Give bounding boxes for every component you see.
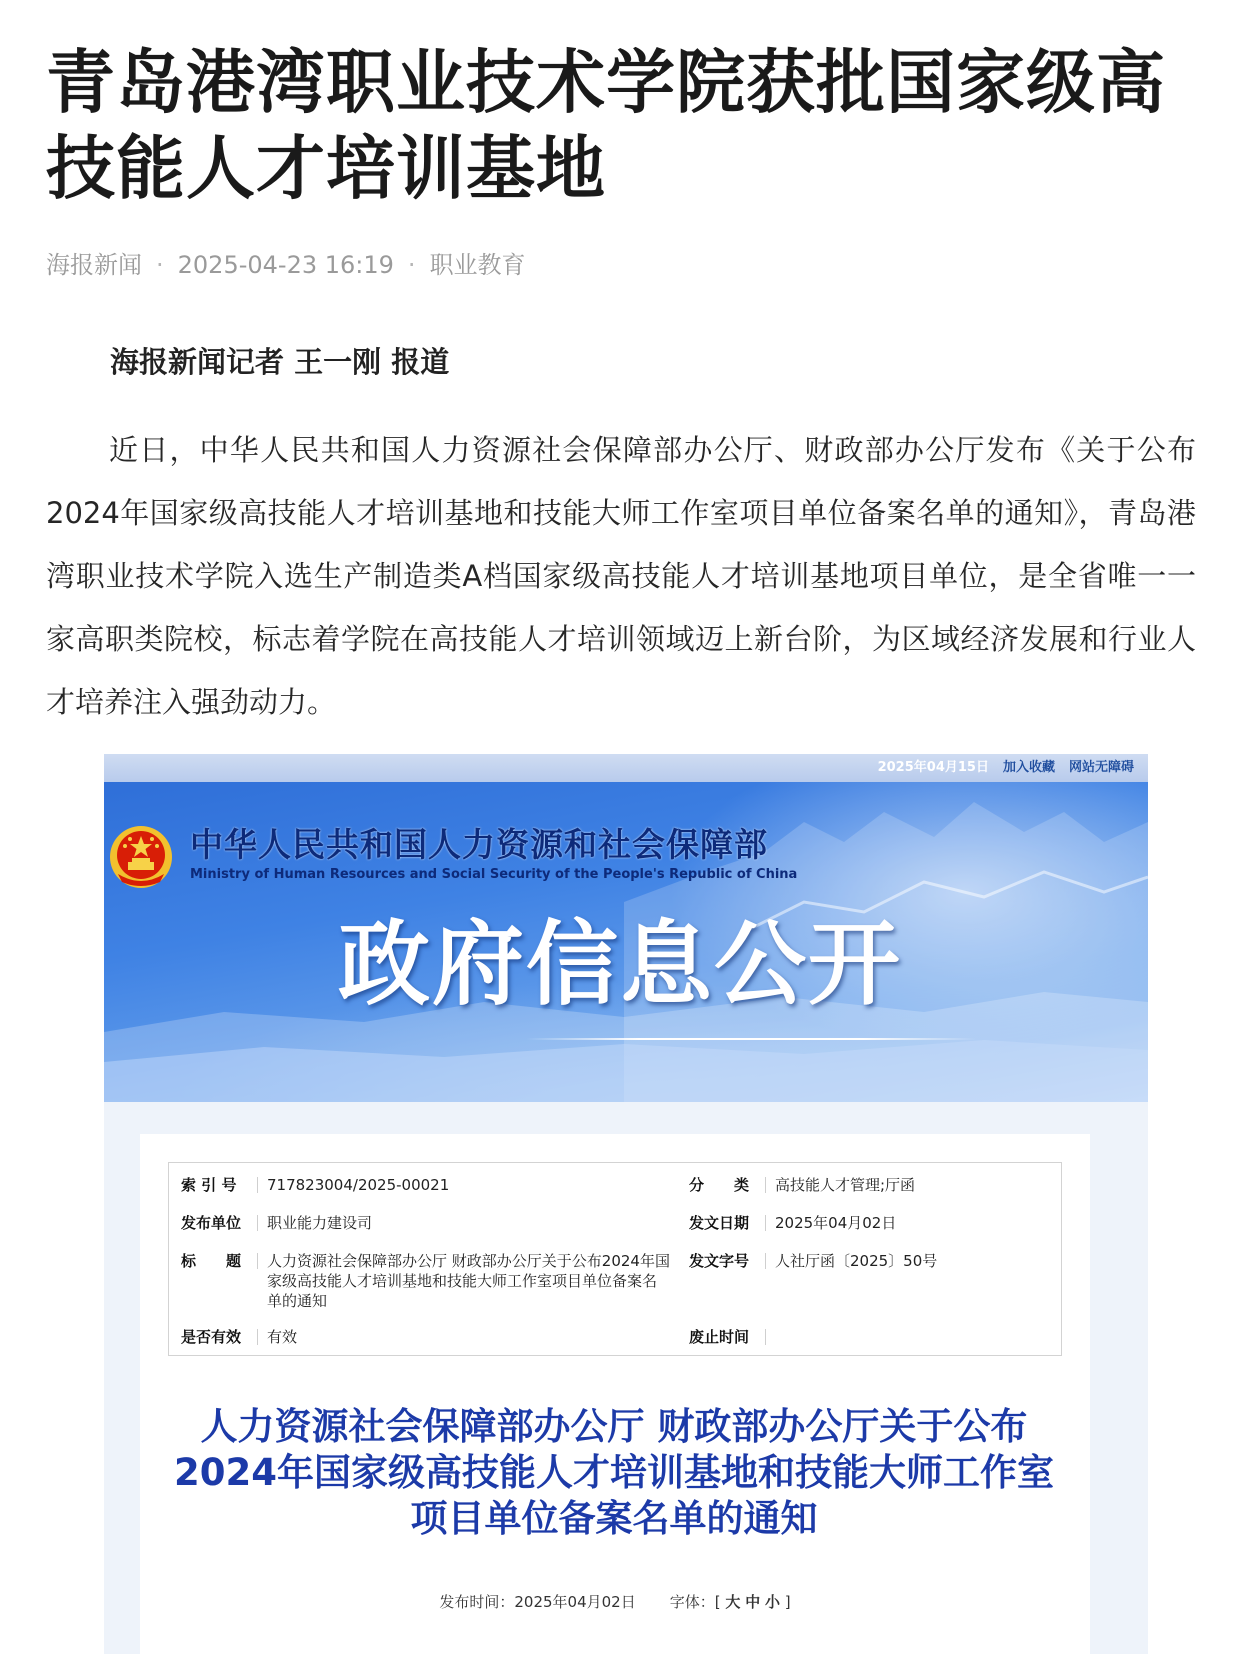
info-label-abolish: 废止时间: [689, 1328, 750, 1346]
info-label-validity: 是否有效: [181, 1328, 242, 1346]
national-emblem-icon: [108, 824, 174, 890]
article-meta: [46, 248, 526, 282]
font-size-label: 字体：: [669, 1593, 715, 1611]
publish-date: 2025年04月02日: [514, 1593, 636, 1611]
notice-panel: [140, 1134, 1090, 1654]
font-bracket-open: [: [714, 1593, 721, 1611]
article-category[interactable]: 职业教育: [429, 251, 526, 279]
topbar-date: 2025年04月15日: [877, 760, 989, 775]
info-divider: [257, 1215, 258, 1231]
accessibility-link[interactable]: 网站无障碍: [1068, 760, 1134, 775]
info-value-docno: 人社厅函〔2025〕50号: [775, 1252, 938, 1270]
font-medium-button[interactable]: 中: [745, 1593, 761, 1611]
info-divider: [257, 1177, 258, 1193]
info-value-date: 2025年04月02日: [775, 1214, 897, 1232]
info-divider: [257, 1253, 258, 1269]
add-favorite-link[interactable]: 加入收藏: [1002, 760, 1055, 775]
document-info-table: [168, 1162, 1062, 1356]
info-value-issuer: 职业能力建设司: [267, 1214, 373, 1232]
meta-separator: ·: [407, 251, 416, 279]
info-value-title: 人力资源社会保障部办公厅 财政部办公厅关于公布2024年国家级高技能人才培训基地和技能大师工作室项目单位备案名单的通知: [267, 1252, 670, 1310]
font-bracket-close: ]: [784, 1593, 791, 1611]
notice-title: 人力资源社会保障部办公厅 财政部办公厅关于公布2024年国家级高技能人才培训基地和技能大师工作室项目单位备案名单的通知: [174, 1405, 1054, 1540]
info-divider: [765, 1329, 766, 1345]
info-value-category: 高技能人才管理;厅函: [775, 1176, 916, 1194]
info-divider: [765, 1177, 766, 1193]
info-label-issuer: 发布单位: [181, 1214, 242, 1232]
font-large-button[interactable]: 大: [725, 1593, 741, 1611]
font-small-button[interactable]: 小: [764, 1593, 780, 1611]
info-divider: [765, 1215, 766, 1231]
notice-meta: [140, 1592, 1090, 1612]
article-source[interactable]: 海报新闻: [46, 251, 142, 279]
info-label-date: 发文日期: [689, 1214, 750, 1232]
article-datetime: 2025-04-23 16:19: [177, 251, 394, 279]
ministry-banner: [104, 782, 1148, 1102]
meta-separator: ·: [156, 251, 164, 279]
info-value-index: 717823004/2025-00021: [267, 1176, 450, 1194]
embedded-screenshot: [104, 754, 1148, 1654]
section-title: 政府信息公开: [338, 911, 903, 1018]
ministry-name-en: Ministry of Human Resources and Social Security of the People's Republic of China: [190, 867, 798, 882]
info-label-docno: 发文字号: [689, 1252, 750, 1270]
article-headline: 青岛港湾职业技术学院获批国家级高技能人才培训基地: [46, 43, 1166, 209]
section-title-underline: [526, 1038, 976, 1040]
info-label-category: 分 类: [689, 1176, 750, 1194]
embedded-topbar: [104, 754, 1148, 782]
info-value-validity: 有效: [267, 1328, 298, 1346]
info-divider: [765, 1253, 766, 1269]
info-table-body: [169, 1163, 1061, 1355]
ministry-name-cn: 中华人民共和国人力资源和社会保障部: [190, 825, 768, 864]
article-paragraph: 近日，中华人民共和国人力资源社会保障部办公厅、财政部办公厅发布《关于公布2024年国家级高技能人才培训基地和技能大师工作室项目单位备案名单的通知》，青岛港湾职业技术学院入选生产制造类A档国家级高技能人才培训基地项目单位，是全省唯一一家高职类院校，标志着学院在高技能人才培训领域迈上新台阶，为区域经济发展和行业人才培养注入强劲动力。: [46, 433, 1196, 719]
info-label-index: 索 引 号: [181, 1176, 237, 1194]
info-label-title: 标 题: [181, 1252, 242, 1270]
info-divider: [257, 1329, 258, 1345]
publish-label: 发布时间：: [439, 1593, 515, 1611]
article-byline: 海报新闻记者 王一刚 报道: [110, 345, 450, 379]
